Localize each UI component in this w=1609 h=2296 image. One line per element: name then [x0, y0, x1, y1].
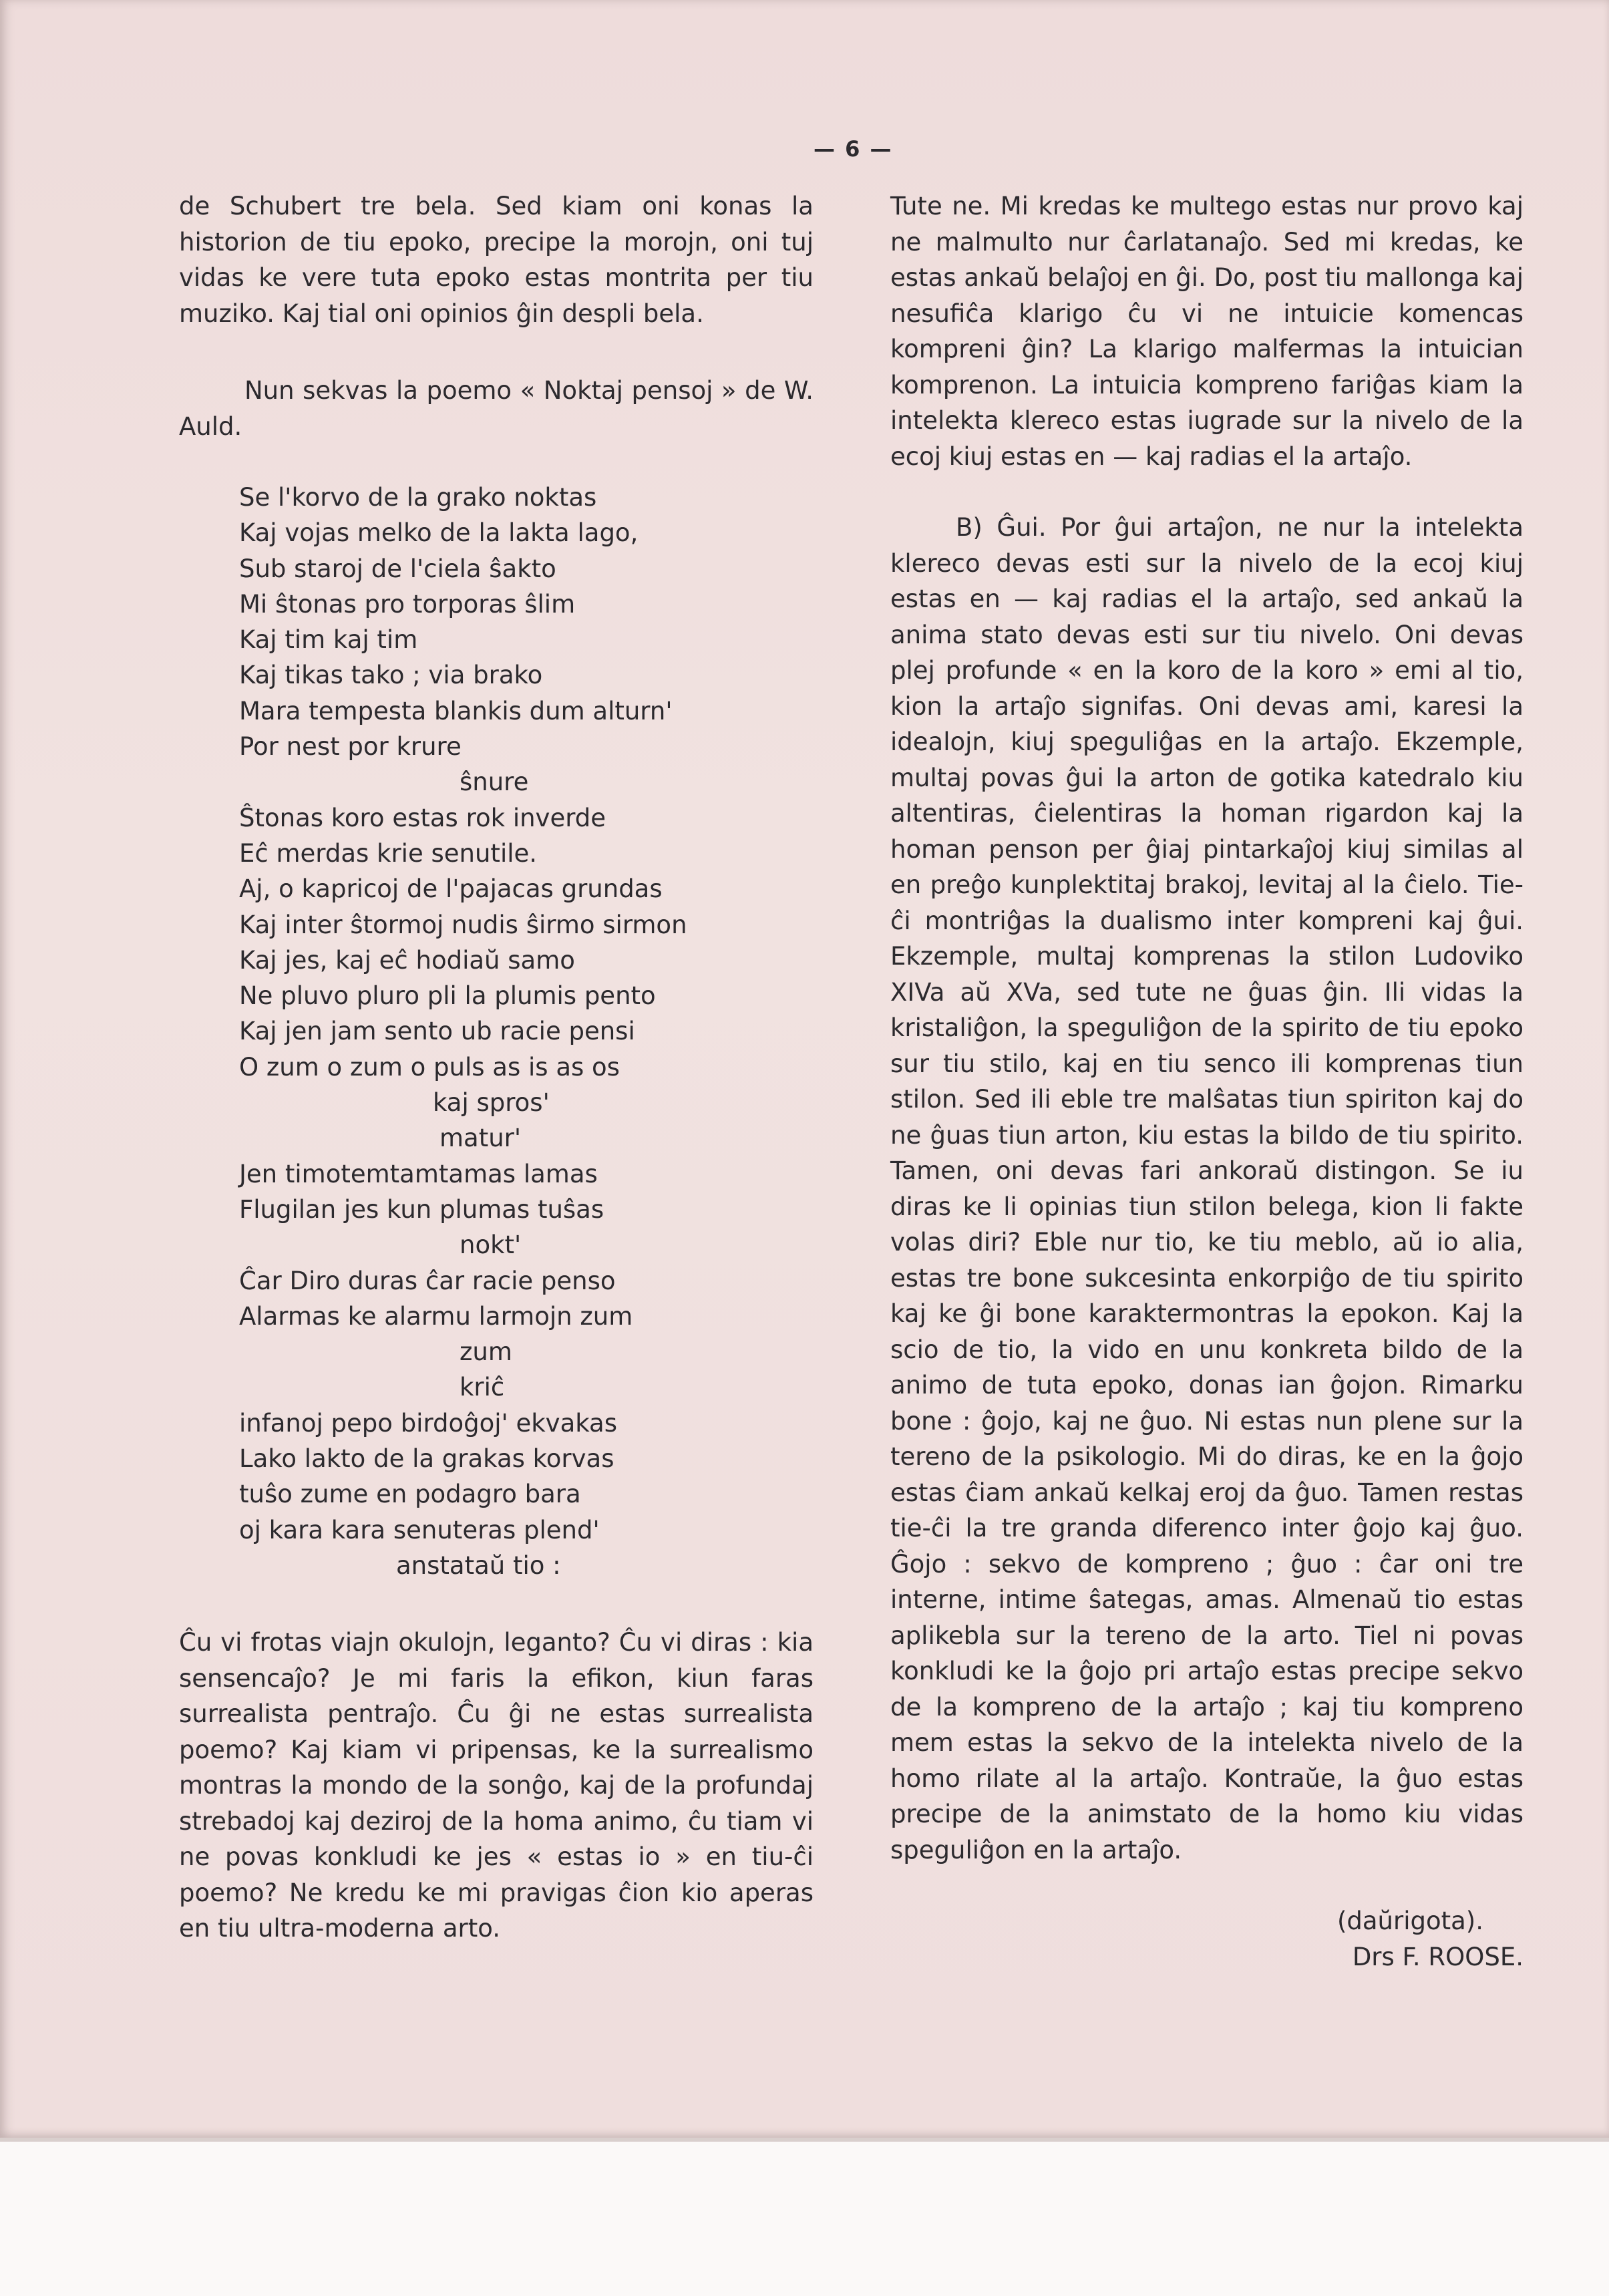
continuation-note: (daŭrigota). — [1336, 1907, 1483, 1935]
paragraph: Tute ne. Mi kredas ke multego estas nur provo kaj ne malmulto nur ĉarlatanaĵo. Sed mi kredas, ke estas ankaŭ belaĵoj en ĝi. Do, post tiu mallonga kaj nesufiĉa klarigo ĉu vi ne intuicie komencas kompreni ĝin? La klarigo malfermas la intuician komprenon. La intuicia kompreno fariĝas kiam la intelekta klereco estas iugrade sur la nivelo de la ecoj kiuj estas en — kaj radias el la artaĵo. — [890, 192, 1524, 471]
poem-line: tuŝo zume en podagro bara — [239, 1480, 581, 1509]
paragraph: Nun sekvas la poemo « Noktaj pensoj » de W. Auld. — [179, 376, 814, 441]
poem-line: Ne pluvo pluro pli la plumis pento — [239, 981, 656, 1011]
poem-line: Kaj tikas tako ; via brako — [239, 661, 543, 690]
poem-line: Flugilan jes kun plumas tuŝas — [239, 1194, 604, 1224]
poem-line: O zum o zum o puls as is as os — [239, 1052, 620, 1082]
paragraph: Ĉu vi frotas viajn okulojn, leganto? Ĉu vi diras : kia sensencaĵo? Je mi faris la efikon, kiun faras surrealista pentraĵo. Ĉu ĝi ne estas surrealista poemo? Kaj kiam vi pripensas, ke la surrealismo montras la mondo de la sonĝo, kaj de la profundaj strebadoj kaj deziroj de la homa animo, ĉu tiam vi ne povas konkludi ke jes « estas io » en tiu-ĉi poemo? Ne kredu ke mi pravigas ĉion kio aperas en tiu ultra-moderna arto. — [179, 1628, 814, 1943]
poem-line: Kaj jen jam sento ub racie pensi — [239, 1017, 635, 1046]
poem-line: kriĉ — [460, 1373, 505, 1402]
poem-line: Ĉar Diro duras ĉar racie penso — [239, 1266, 616, 1295]
poem-line: Jen timotemtamtamas lamas — [239, 1159, 598, 1188]
poem-line: Aj, o kapricoj de l'pajacas grundas — [239, 874, 663, 904]
poem-line: zum — [460, 1337, 512, 1367]
poem-line: Kaj inter ŝtormoj nudis ŝirmo sirmon — [239, 910, 687, 939]
author-name: Drs F. ROOSE. — [1352, 1942, 1524, 1971]
poem-line: matur' — [439, 1124, 522, 1153]
poem-line: oj kara kara senuteras plend' — [239, 1515, 600, 1544]
poem-line: anstataŭ tio : — [396, 1550, 561, 1580]
poem-line: Mi ŝtonas pro torporas ŝlim — [239, 589, 576, 619]
poem-line: ŝnure — [460, 768, 529, 797]
poem-line: Kaj jes, kaj eĉ hodiaŭ samo — [239, 945, 575, 975]
poem-line: Kaj vojas melko de la lakta lago, — [239, 518, 639, 548]
signature-block — [890, 1903, 1524, 1975]
poem — [179, 480, 814, 1583]
poem-line: Alarmas ke alarmu larmojn zum — [239, 1301, 633, 1331]
poem-line: Ŝtonas koro estas rok inverde — [239, 803, 606, 832]
poem-line: Eĉ merdas krie senutile. — [239, 838, 538, 868]
poem-line: Se l'korvo de la grako noktas — [239, 483, 597, 512]
poem-line: Por nest por krure — [239, 732, 462, 762]
page-number: — 6 — — [814, 136, 893, 162]
poem-line: Sub staroj de l'ciela ŝakto — [239, 554, 556, 583]
poem-line: Kaj tim kaj tim — [239, 625, 418, 655]
poem-line: Mara tempesta blankis dum alturn' — [239, 696, 673, 725]
paragraph: B) Ĝui. Por ĝui artaĵon, ne nur la intelekta klereco devas esti sur la nivelo de la ecoj kiuj estas en — kaj radias el la artaĵo, sed ankaŭ la anima stato devas esti sur tiu nivelo. Oni devas plej profunde « en la koro de la koro » emi al tio, kion la artaĵo signifas. Oni devas ami, karesi la idealojn, kiuj speguliĝas en la artaĵo. Ekzemple, multaj povas ĝui la arton de gotika katedralo kiu altentiras, ĉielentiras la homan rigardon kaj la homan penson per ĝiaj pintarkaĵoj kiuj similas al en preĝo kunplektitaj brakoj, levitaj al la ĉielo. Tie-ĉi montriĝas la dualismo inter kompreni kaj ĝui. Ekzemple, multaj komprenas la stilon Ludoviko XIVa aŭ XVa, sed tute ne ĝuas ĝin. Ili vidas la kristaliĝon, la speguliĝon de la spirito de tiu epoko sur tiu stilo, kaj en tiu senco ili komprenas tiun stilon. Sed ili eble tre malŝatas tiun spiriton kaj do ne ĝuas tiun arton, kiu estas la bildo de tiu spirito. Tamen, oni devas fari ankoraŭ distingon. Se iu diras ke li opinias tiun stilon belega, kion li fakte volas diri? Eble nur tio, ke tiu meblo, aŭ io alia, estas tre bone sukcesinta enkorpiĝo de tiu spirito kaj ke ĝi bone karaktermontras la epokon. Kaj la scio de tio, la vido en unu konkreta bildo de la animo de tuta epoko, donas ian ĝojon. Rimarku bone : ĝojo, kaj ne ĝuo. Ni estas nun plene sur la tereno de la psikologio. Mi do diras, ke en la ĝojo estas ĉiam ankaŭ kelkaj eroj da ĝuo. Tamen restas tie-ĉi la tre granda diferenco inter ĝojo kaj ĝuo. Ĝojo : sekvo de kompreno ; ĝuo : ĉar oni tre interne, intime ŝategas, amas. Almenaŭ tio estas aplikebla sur la tereno de la arto. Tiel ni povas konkludi ke la ĝojo pri artaĵo estas precipe sekvo de la kompreno de la artaĵo ; kaj tiu kompreno mem estas la sekvo de la intelekta nivelo de la homo rilate al la artaĵo. Kontraŭe, la ĝuo estas precipe de la animstato de la homo kiu vidas speguliĝon en la artaĵo. — [890, 513, 1524, 1864]
poem-line: kaj spros' — [433, 1088, 550, 1118]
page-edge — [0, 2138, 1609, 2142]
left-column — [179, 188, 814, 1947]
right-column — [890, 188, 1524, 1975]
scan-background — [0, 2138, 1609, 2296]
poem-line: Lako lakto de la grakas korvas — [239, 1444, 614, 1474]
paragraph: de Schubert tre bela. Sed kiam oni konas la historion de tiu epoko, precipe la morojn, oni tuj vidas ke vere tuta epoko estas montrita per tiu muziko. Kaj tial oni opinios ĝin despli bela. — [179, 192, 814, 328]
poem-line: infanoj pepo birdoĝoj' ekvakas — [239, 1408, 617, 1438]
poem-line: nokt' — [460, 1231, 522, 1260]
